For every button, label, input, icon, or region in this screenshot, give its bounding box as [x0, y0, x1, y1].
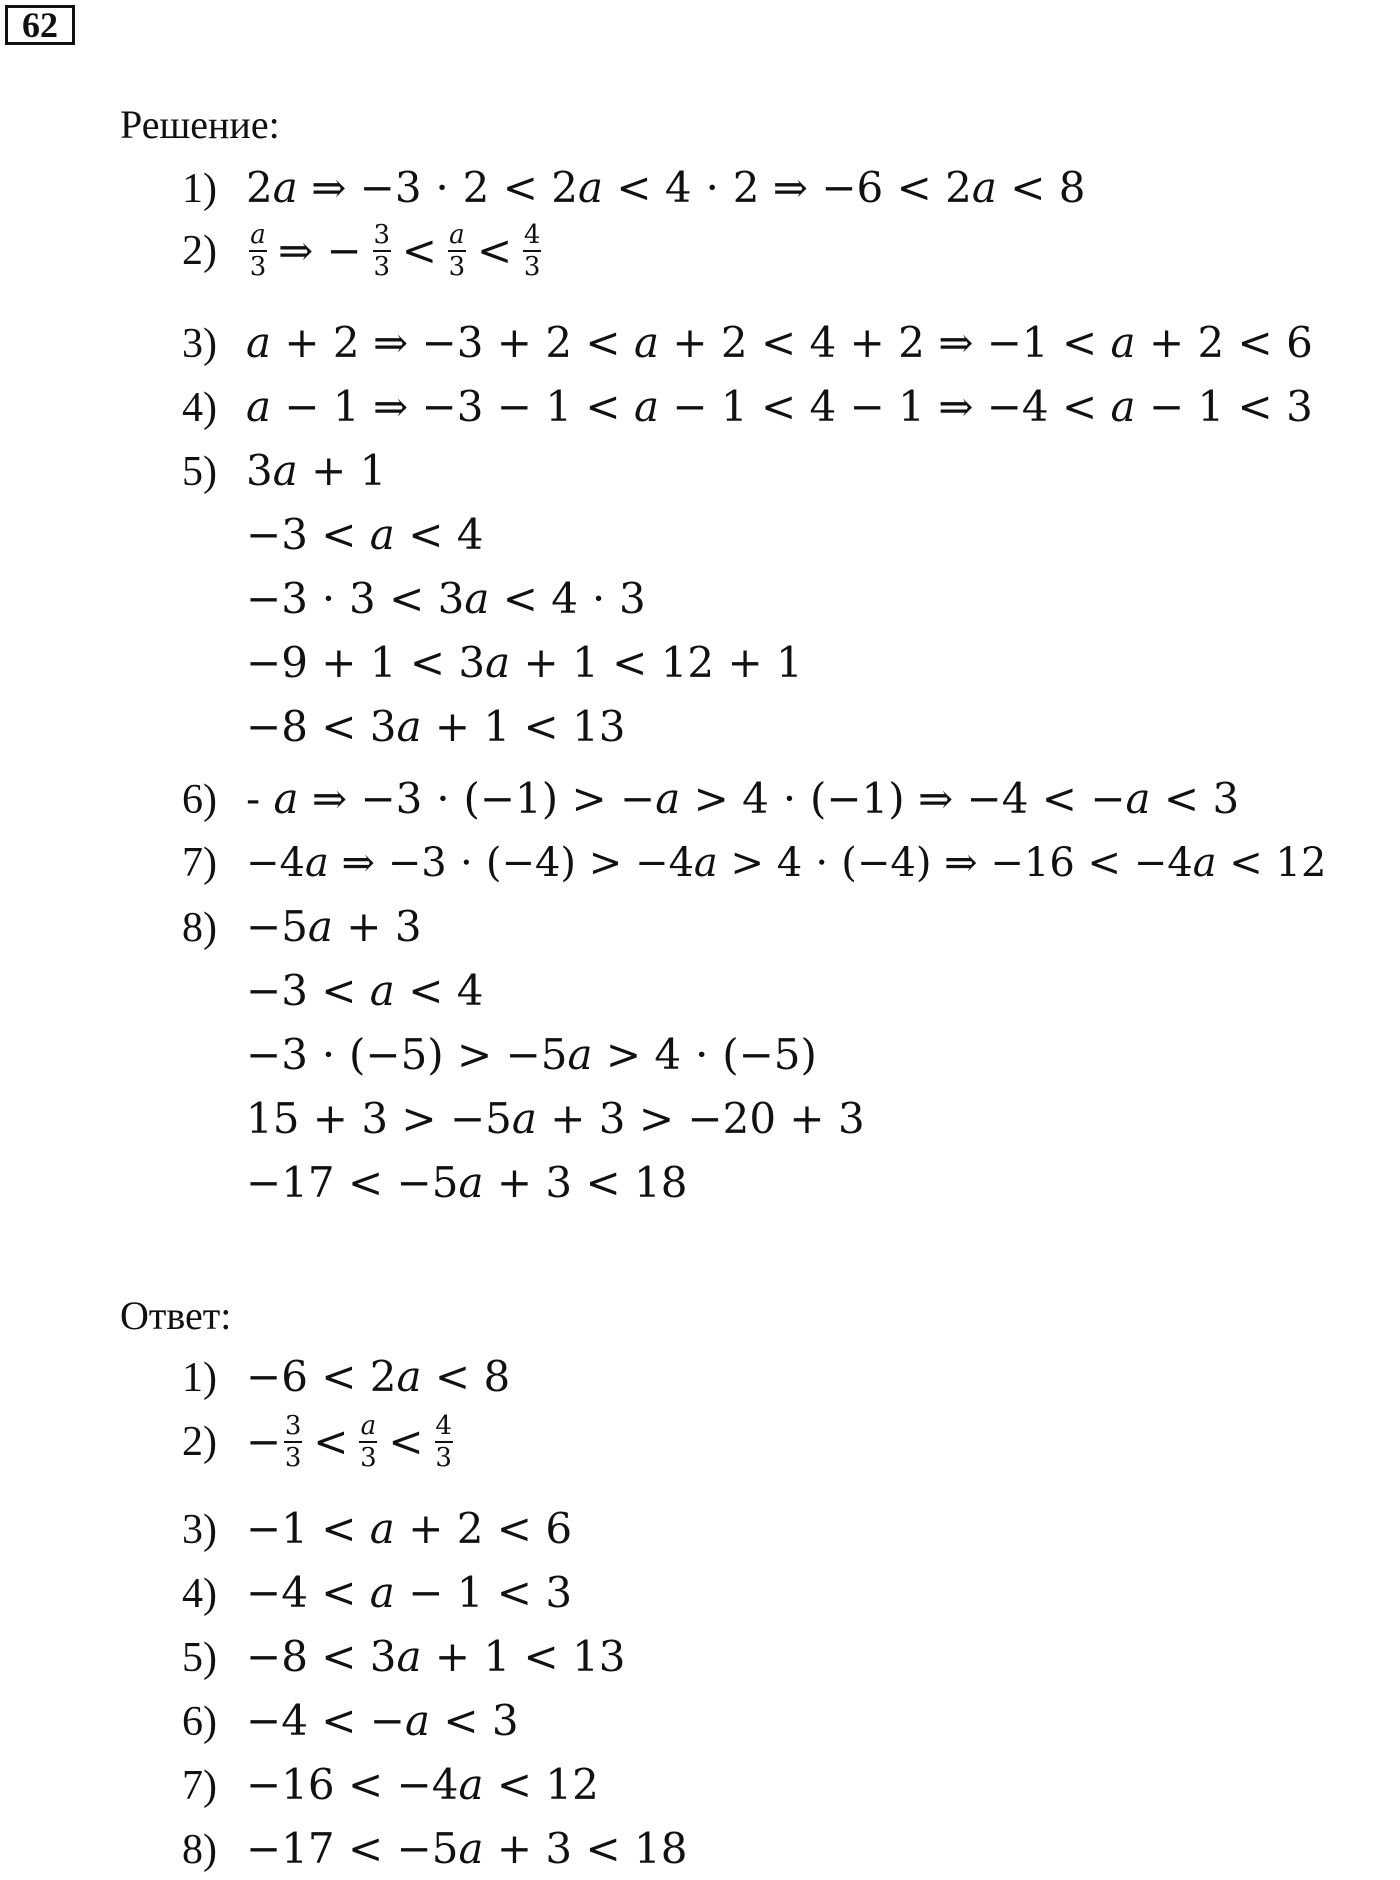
solution-item-3 — [182, 318, 1313, 367]
minus-symbol: − — [246, 1417, 282, 1466]
solution-item-7 — [182, 842, 1326, 884]
solution-step: 15 + 3 > −5𝑎 + 3 > −20 + 3 — [246, 1094, 865, 1143]
answer-item-3 — [182, 1504, 573, 1553]
item-number: 7) — [182, 1763, 217, 1809]
solution-item-4 — [182, 382, 1313, 431]
arrow-symbol: ⇒ − — [278, 226, 362, 275]
solution-step: −3 ⋅ (−5) > −5𝑎 > 4 ⋅ (−5) — [246, 1030, 817, 1079]
item-number: 3) — [182, 321, 217, 367]
answer-item-2 — [182, 1413, 456, 1471]
fraction-3-over-3: $\frac{3}{3}$ — [373, 220, 390, 282]
item-expression: 3𝑎 + 1 — [246, 446, 387, 495]
item-number: 2) — [182, 228, 217, 274]
solution-item-6 — [182, 774, 1240, 823]
item-number: 5) — [182, 1635, 217, 1681]
item-number: 4) — [182, 385, 217, 431]
item-number: 1) — [182, 1355, 217, 1401]
item-number: 2) — [182, 1419, 217, 1465]
answer-item-7 — [182, 1760, 599, 1809]
item-expression: −8 < 3𝑎 + 1 < 13 — [246, 1632, 626, 1681]
solution-step: −3 < 𝑎 < 4 — [246, 510, 484, 559]
item-expression: 𝑎 + 2 ⇒ −3 + 2 < 𝑎 + 2 < 4 + 2 ⇒ −1 < 𝑎 + 2 < 6 — [246, 318, 1313, 367]
item-expression: −16 < −4𝑎 < 12 — [246, 1760, 599, 1809]
less-than-symbol: < — [388, 1417, 424, 1466]
fraction-4-over-3: $\frac{4}{3}$ — [435, 1411, 452, 1473]
answer-item-6 — [182, 1696, 519, 1745]
item-number: 5) — [182, 449, 217, 495]
item-expression: −6 < 2𝑎 < 8 — [246, 1352, 511, 1401]
less-than-symbol: < — [476, 226, 513, 275]
solution-item-5 — [182, 446, 387, 495]
less-than-symbol: < — [401, 226, 437, 275]
solution-step: −17 < −5𝑎 + 3 < 18 — [246, 1158, 688, 1207]
answer-item-1 — [182, 1352, 511, 1401]
fraction-a-over-3: $\frac{\text{𝑎}}{3}$ — [249, 220, 267, 282]
item-expression: −4𝑎 ⇒ −3 ⋅ (−4) > −4𝑎 > 4 ⋅ (−4) ⇒ −16 < −4𝑎 < 12 — [246, 840, 1327, 886]
solution-item-1 — [182, 163, 1086, 212]
item-number: 3) — [182, 1507, 217, 1553]
item-expression — [246, 1413, 456, 1471]
item-number: 8) — [182, 1827, 217, 1873]
fraction-a-over-3: $\frac{\text{𝑎}}{3}$ — [448, 220, 466, 282]
answer-item-4 — [182, 1568, 573, 1617]
item-expression: - 𝑎 ⇒ −3 ⋅ (−1) > −𝑎 > 4 ⋅ (−1) ⇒ −4 < −𝑎 < 3 — [246, 774, 1240, 823]
solution-step: −3 ⋅ 3 < 3𝑎 < 4 ⋅ 3 — [246, 574, 646, 623]
fraction-3-over-3: $\frac{3}{3}$ — [284, 1411, 302, 1473]
solution-step: −3 < 𝑎 < 4 — [246, 966, 484, 1015]
item-expression: −4 < −𝑎 < 3 — [246, 1696, 519, 1745]
item-expression: −1 < 𝑎 + 2 < 6 — [246, 1504, 573, 1553]
item-number: 1) — [182, 166, 217, 212]
solution-heading: Решение: — [120, 102, 280, 147]
item-number: 8) — [182, 905, 217, 951]
item-expression: −5𝑎 + 3 — [246, 902, 422, 951]
item-number: 7) — [182, 840, 217, 886]
solution-item-8 — [182, 902, 422, 951]
answer-item-8 — [182, 1824, 688, 1873]
item-expression: 𝑎 − 1 ⇒ −3 − 1 < 𝑎 − 1 < 4 − 1 ⇒ −4 < 𝑎 − 1 < 3 — [246, 382, 1313, 431]
fraction-a-over-3: $\frac{\text{𝑎}}{3}$ — [360, 1411, 377, 1473]
item-expression: 2𝑎 ⇒ −3 ⋅ 2 < 2𝑎 < 4 ⋅ 2 ⇒ −6 < 2𝑎 < 8 — [246, 163, 1086, 212]
solution-step: −8 < 3𝑎 + 1 < 13 — [246, 702, 626, 751]
fraction-4-over-3: $\frac{4}{3}$ — [523, 220, 541, 282]
item-number: 6) — [182, 777, 217, 823]
less-than-symbol: < — [313, 1417, 349, 1466]
item-number: 4) — [182, 1571, 217, 1617]
answer-item-5 — [182, 1632, 626, 1681]
item-expression: −4 < 𝑎 − 1 < 3 — [246, 1568, 573, 1617]
item-expression: −17 < −5𝑎 + 3 < 18 — [246, 1824, 688, 1873]
answer-heading: Ответ: — [120, 1293, 232, 1338]
item-number: 6) — [182, 1699, 217, 1745]
solution-step: −9 + 1 < 3𝑎 + 1 < 12 + 1 — [246, 638, 803, 687]
task-number-badge: 62 — [5, 5, 75, 45]
solution-item-2 — [182, 222, 544, 280]
item-expression — [246, 222, 544, 280]
